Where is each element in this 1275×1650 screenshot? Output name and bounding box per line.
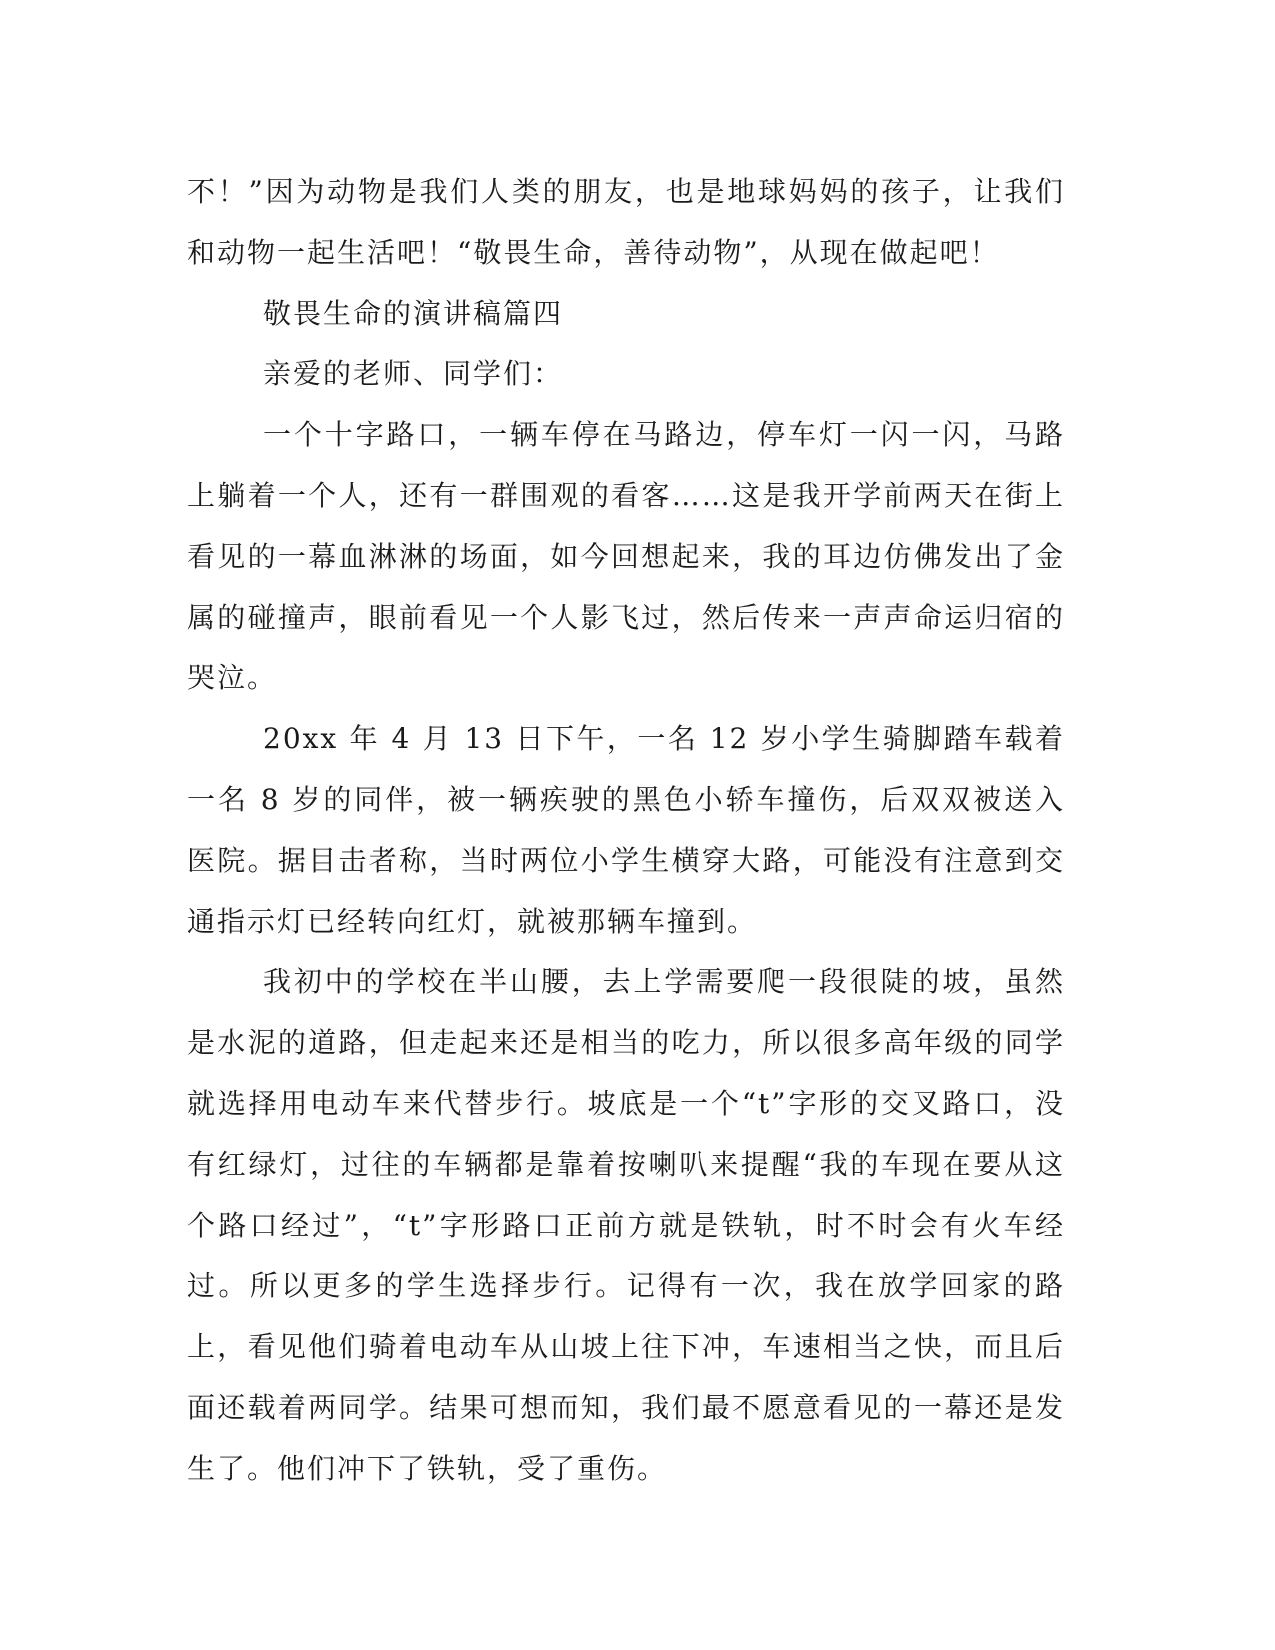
paragraph-continuation: 不！”因为动物是我们人类的朋友，也是地球妈妈的孩子，让我们和动物一起生活吧！“敬畏生命，善待动物”，从现在做起吧！ <box>187 175 1065 269</box>
greeting: 亲爱的老师、同学们： <box>263 357 564 391</box>
paragraph: 一个十字路口，一辆车停在马路边，停车灯一闪一闪，马路上躺着一个人，还有一群围观的看客……这是我开学前两天在街上看见的一幕血淋淋的场面，如今回想起来，我的耳边仿佛发出了金属的碰撞声，眼前看见一个人影飞过，然后传来一声声命运归宿的哭泣。 <box>187 418 1065 695</box>
paragraph: 20xx 年 4 月 13 日下午，一名 12 岁小学生骑脚踏车载着一名 8 岁的同伴，被一辆疾驶的黑色小轿车撞伤，后双双被送入医院。据目击者称，当时两位小学生横穿大路，可能没有注意到交通指示灯已经转向红灯，就被那辆车撞到。 <box>187 722 1065 938</box>
section-title: 敬畏生命的演讲稿篇四 <box>263 296 564 330</box>
document-body <box>187 162 1065 1500</box>
paragraph: 我初中的学校在半山腰，去上学需要爬一段很陡的坡，虽然是水泥的道路，但走起来还是相当的吃力，所以很多高年级的同学就选择用电动车来代替步行。坡底是一个“t”字形的交叉路口，没有红绿灯，过往的车辆都是靠着按喇叭来提醒“我的车现在要从这个路口经过”，“t”字形路口正前方就是铁轨，时不时会有火车经过。所以更多的学生选择步行。记得有一次，我在放学回家的路上，看见他们骑着电动车从山坡上往下冲，车速相当之快，而且后面还载着两同学。结果可想而知，我们最不愿意看见的一幕还是发生了。他们冲下了铁轨，受了重伤。 <box>187 965 1065 1485</box>
